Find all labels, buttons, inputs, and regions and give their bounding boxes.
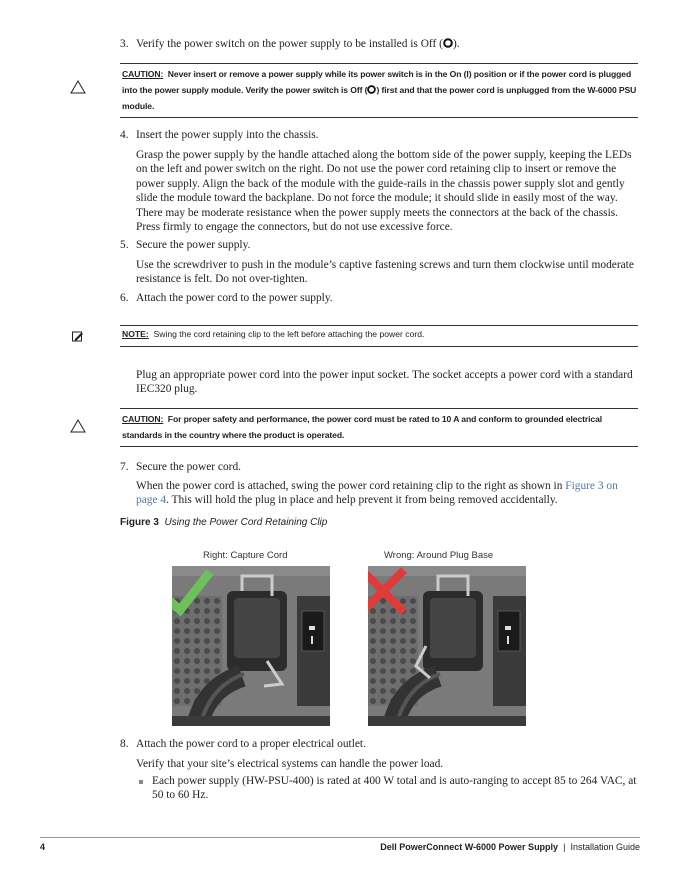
plug-paragraph: Plug an appropriate power cord into the power input socket. The socket accepts a power cord with a standard IEC320 plug.: [136, 369, 633, 396]
bullet-item: Each power supply (HW-PSU-400) is rated at 400 W total and is auto-ranging to accept 85 to 264 VAC, at 50 to 60 Hz.: [152, 775, 637, 802]
figure-caption: [120, 517, 327, 528]
note-box: NOTE: Swing the cord retaining clip to the left before attaching the power cord.: [120, 325, 638, 347]
step-3: [120, 37, 129, 52]
caution-2: CAUTION: For proper safety and performance, the power cord must be rated to 10 A and conform to grounded electrical standards in the country where the product is operated.: [120, 408, 638, 447]
footer-divider: [40, 837, 640, 838]
figure-title: Using the Power Cord Retaining Clip: [164, 517, 328, 528]
step-4-body: Grasp the power supply by the handle attached along the bottom side of the power supply, keeping the LEDs on the left and power switch on the right. Do not use the power cord retaining clip to insert or remove the power supply. Align the back of the module with the guide-rails in the chassis power supply slot and gently slide the module toward the backplane. Do not force the module; it should slide in easily most of the way. There may be moderate resistance when the power supply meets the connectors at the back of the chassis. Press firmly to engage the connectors, but do not use excessive force.: [136, 149, 632, 234]
figure-label: Figure 3: [120, 517, 159, 528]
page-number: 4: [40, 842, 46, 852]
figure-link[interactable]: Figure 3 on page 4: [136, 480, 618, 507]
left-image-caption: Right: Capture Cord: [203, 550, 288, 561]
caution-1: CAUTION: Never insert or remove a power supply while its power switch is in the On (I) position or if the power cord is plugged into the power supply module. Verify the power switch is Off ( ) first and that the power cord is unplugged from the W-6000 PSU module.: [120, 63, 638, 118]
around-plug-base-photo: [368, 566, 526, 726]
caution-label: CAUTION:: [122, 414, 164, 424]
off-switch-icon: [443, 38, 453, 48]
step-8-body: Verify that your site’s electrical systems can handle the power load.: [136, 758, 444, 770]
step-5-text: Secure the power supply.: [136, 239, 251, 251]
note-pencil-icon: [72, 331, 84, 342]
step-number: 4.: [120, 129, 129, 141]
step-number: 8.: [120, 738, 129, 750]
note-label: NOTE:: [122, 329, 149, 339]
guide-name: Installation Guide: [570, 842, 640, 852]
footer-title: Dell PowerConnect W-6000 Power Supply | Installation Guide: [380, 842, 640, 852]
step-5-body: Use the screwdriver to push in the module’s captive fastening screws and turn them clockwise until moderate resistance is felt. Do not over-tighten.: [136, 259, 634, 286]
step-number: 7.: [120, 461, 129, 473]
bullet-icon: [139, 780, 143, 784]
product-name: Dell PowerConnect W-6000 Power Supply: [380, 842, 559, 852]
step-number: 5.: [120, 239, 129, 251]
step-7-text: Secure the power cord.: [136, 461, 242, 473]
step-number: 3.: [120, 38, 129, 50]
right-image-caption: Wrong: Around Plug Base: [384, 550, 494, 561]
caution-icon: [70, 80, 86, 94]
caution-icon: [70, 419, 86, 433]
caution-label: CAUTION:: [122, 69, 164, 79]
step-3-text: Verify the power switch on the power supply to be installed is Off ( ).: [136, 38, 460, 50]
capture-cord-photo: [172, 566, 330, 726]
step-4-text: Insert the power supply into the chassis.: [136, 129, 319, 141]
step-8-text: Attach the power cord to a proper electrical outlet.: [136, 738, 366, 750]
step-6-text: Attach the power cord to the power supply.: [136, 292, 333, 304]
step-7-body: When the power cord is attached, swing the power cord retaining clip to the right as shown in Figure 3 on page 4. This will hold the plug in place and help prevent it from being removed accidentally.: [136, 480, 618, 507]
step-number: 6.: [120, 292, 129, 304]
